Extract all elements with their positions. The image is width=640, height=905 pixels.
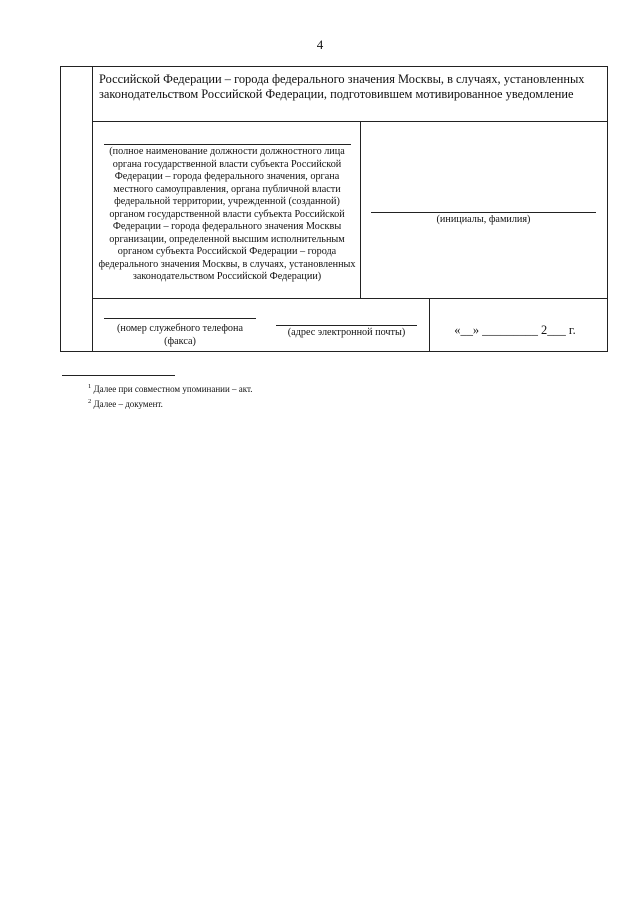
date-template: «__» _________ 2___ г. <box>454 323 576 337</box>
table-right-border <box>607 66 608 352</box>
table-left-border <box>60 66 61 352</box>
footnotes <box>62 375 253 410</box>
footnote-2 <box>62 396 253 411</box>
row-divider-2 <box>92 298 608 299</box>
phone-caption: (номер служебного телефона (факса) <box>116 323 243 347</box>
page-number: 4 <box>316 37 324 52</box>
email-caption: (адрес электронной почты) <box>287 327 406 338</box>
footnote-1 <box>62 381 253 396</box>
form-table <box>60 66 608 352</box>
content-column-divider <box>92 66 93 352</box>
table-top-border <box>60 66 608 67</box>
initials-caption: (инициалы, фамилия) <box>436 214 531 225</box>
footnote-1-mark: 1 <box>88 383 92 390</box>
footnote-1-text: Далее при совместном упоминании – акт. <box>93 384 253 394</box>
official-position-caption: (полное наименование должности должностного лица органа государственной власти субъекта Российской Федерации – города федерального значения, органа местного самоуправления, органа публичной власти федеральной территории, учрежденной (созданной) органом государственной власти субъекта Российской Федерации – города федерального значения Москвы организации, определенной высшим исполнительным органом субъекта Российской Федерации – города федерального значения Москвы, в случаях, установленных законодательством Российской Федерации) <box>98 146 356 282</box>
email-signature-line <box>276 325 417 326</box>
footnote-2-text: Далее – документ. <box>93 398 163 409</box>
footnote-2-mark: 2 <box>88 397 92 405</box>
row-divider-1 <box>92 121 608 122</box>
table-bottom-border <box>60 351 608 352</box>
position-signature-line <box>104 144 351 145</box>
initials-signature-line <box>371 212 596 213</box>
intro-text: Российской Федерации – города федерального значения Москвы, в случаях, установленных законодательством Российской Федерации, подготовившем мотивированное уведомление <box>99 72 585 101</box>
phone-signature-line <box>104 318 256 319</box>
signature-column-divider <box>360 121 361 299</box>
footnote-separator <box>62 375 175 376</box>
